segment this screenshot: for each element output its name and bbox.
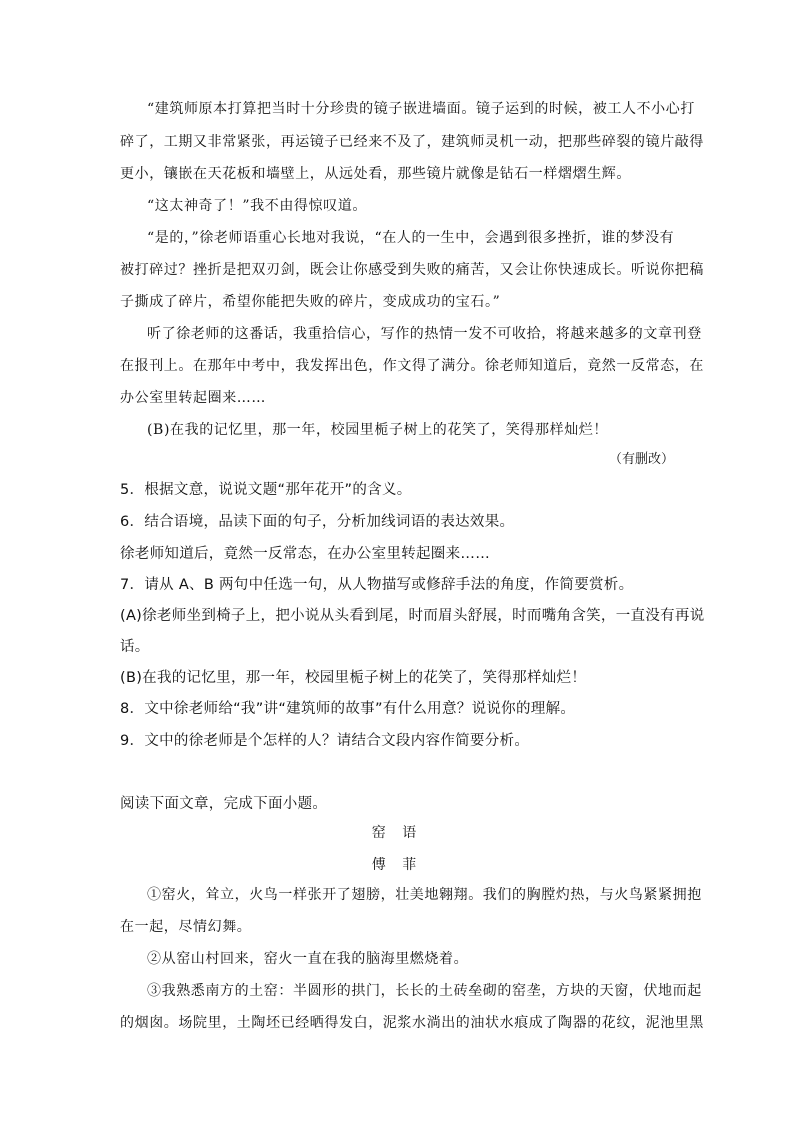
passage-2-line: ③我熟悉南方的土窑：半圆形的拱门，长长的土砖垒砌的窑垄，方块的天窗，伏地而起 — [147, 983, 702, 999]
passage-1-line: 被打碎过？挫折是把双刃剑，既会让你感受到失败的痛苦，又会让你快速成长。听说你把稿 — [120, 262, 704, 278]
reading-instruction: 阅读下面文章，完成下面小题。 — [120, 796, 328, 812]
question-7-option-a-cont: 话。 — [120, 639, 150, 655]
passage-1-line: “是的，”徐老师语重心长地对我说，“在人的一生中，会遇到很多挫折，谁的梦没有 — [147, 230, 675, 246]
question-6: 6．结合语境，品读下面的句子，分析加线词语的表达效果。 — [120, 514, 515, 530]
passage-1-line: 办公室里转起圈来…… — [120, 390, 266, 406]
passage-1-line: 更小，镶嵌在天花板和墙壁上，从远处看，那些镜片就像是钻石一样熠熠生辉。 — [120, 166, 631, 182]
passage-1-line: 在报刊上。在那年中考中，我发挥出色，作文得了满分。徐老师知道后，竟然一反常态，在 — [120, 358, 704, 374]
question-6-sentence: 徐老师知道后，竟然一反常态，在办公室里转起圈来…… — [120, 546, 490, 562]
article-author: 傅 菲 — [371, 857, 423, 873]
question-7-option-b: (B)在我的记忆里，那一年，校园里栀子树上的花笑了，笑得那样灿烂！ — [120, 670, 587, 686]
passage-1-line: 碎了，工期又非常紧张，再运镜子已经来不及了，建筑师灵机一动，把那些碎裂的镜片敲得 — [120, 134, 704, 150]
passage-1-line: “建筑师原本打算把当时十分珍贵的镜子嵌进墙面。镜子运到的时候，被工人不小心打 — [147, 101, 695, 117]
passage-1-line: 听了徐老师的这番话，我重拾信心，写作的热情一发不可收拾，将越来越多的文章刊登 — [147, 326, 702, 342]
source-note: （有删改） — [608, 452, 674, 467]
question-7: 7．请从 A、B 两句中任选一句，从人物描写或修辞手法的角度，作简要赏析。 — [120, 577, 634, 593]
article-title: 窑 语 — [371, 825, 423, 841]
question-9: 9．文中的徐老师是个怎样的人？请结合文段内容作简要分析。 — [120, 733, 530, 749]
passage-1-line: 子撕成了碎片，希望你能把失败的碎片，变成成功的宝石。” — [120, 294, 501, 310]
passage-2-line: 在一起，尽情幻舞。 — [120, 919, 252, 935]
passage-2-line: ①窑火，耸立，火鸟一样张开了翅膀，壮美地翱翔。我们的胸膛灼热，与火鸟紧紧拥抱 — [147, 887, 702, 903]
passage-2-line: ②从窑山村回来，窑火一直在我的脑海里燃烧着。 — [147, 951, 469, 967]
question-7-option-a: (A)徐老师坐到椅子上，把小说从头看到尾，时而眉头舒展，时而嘴角含笑，一直没有再说 — [120, 608, 705, 624]
passage-2-line: 的烟囱。场院里，土陶坯已经晒得发白，泥浆水淌出的油状水痕成了陶器的花纹，泥池里黑 — [120, 1015, 704, 1031]
passage-1-line: “这太神奇了！”我不由得惊叹道。 — [147, 198, 367, 214]
question-5: 5．根据文意，说说文题“那年花开”的含义。 — [120, 482, 412, 498]
passage-1-line: (B)在我的记忆里，那一年，校园里栀子树上的花笑了，笑得那样灿烂！ — [147, 422, 609, 438]
question-8: 8．文中徐老师给“我”讲“建筑师的故事”有什么用意？说说你的理解。 — [120, 701, 576, 717]
